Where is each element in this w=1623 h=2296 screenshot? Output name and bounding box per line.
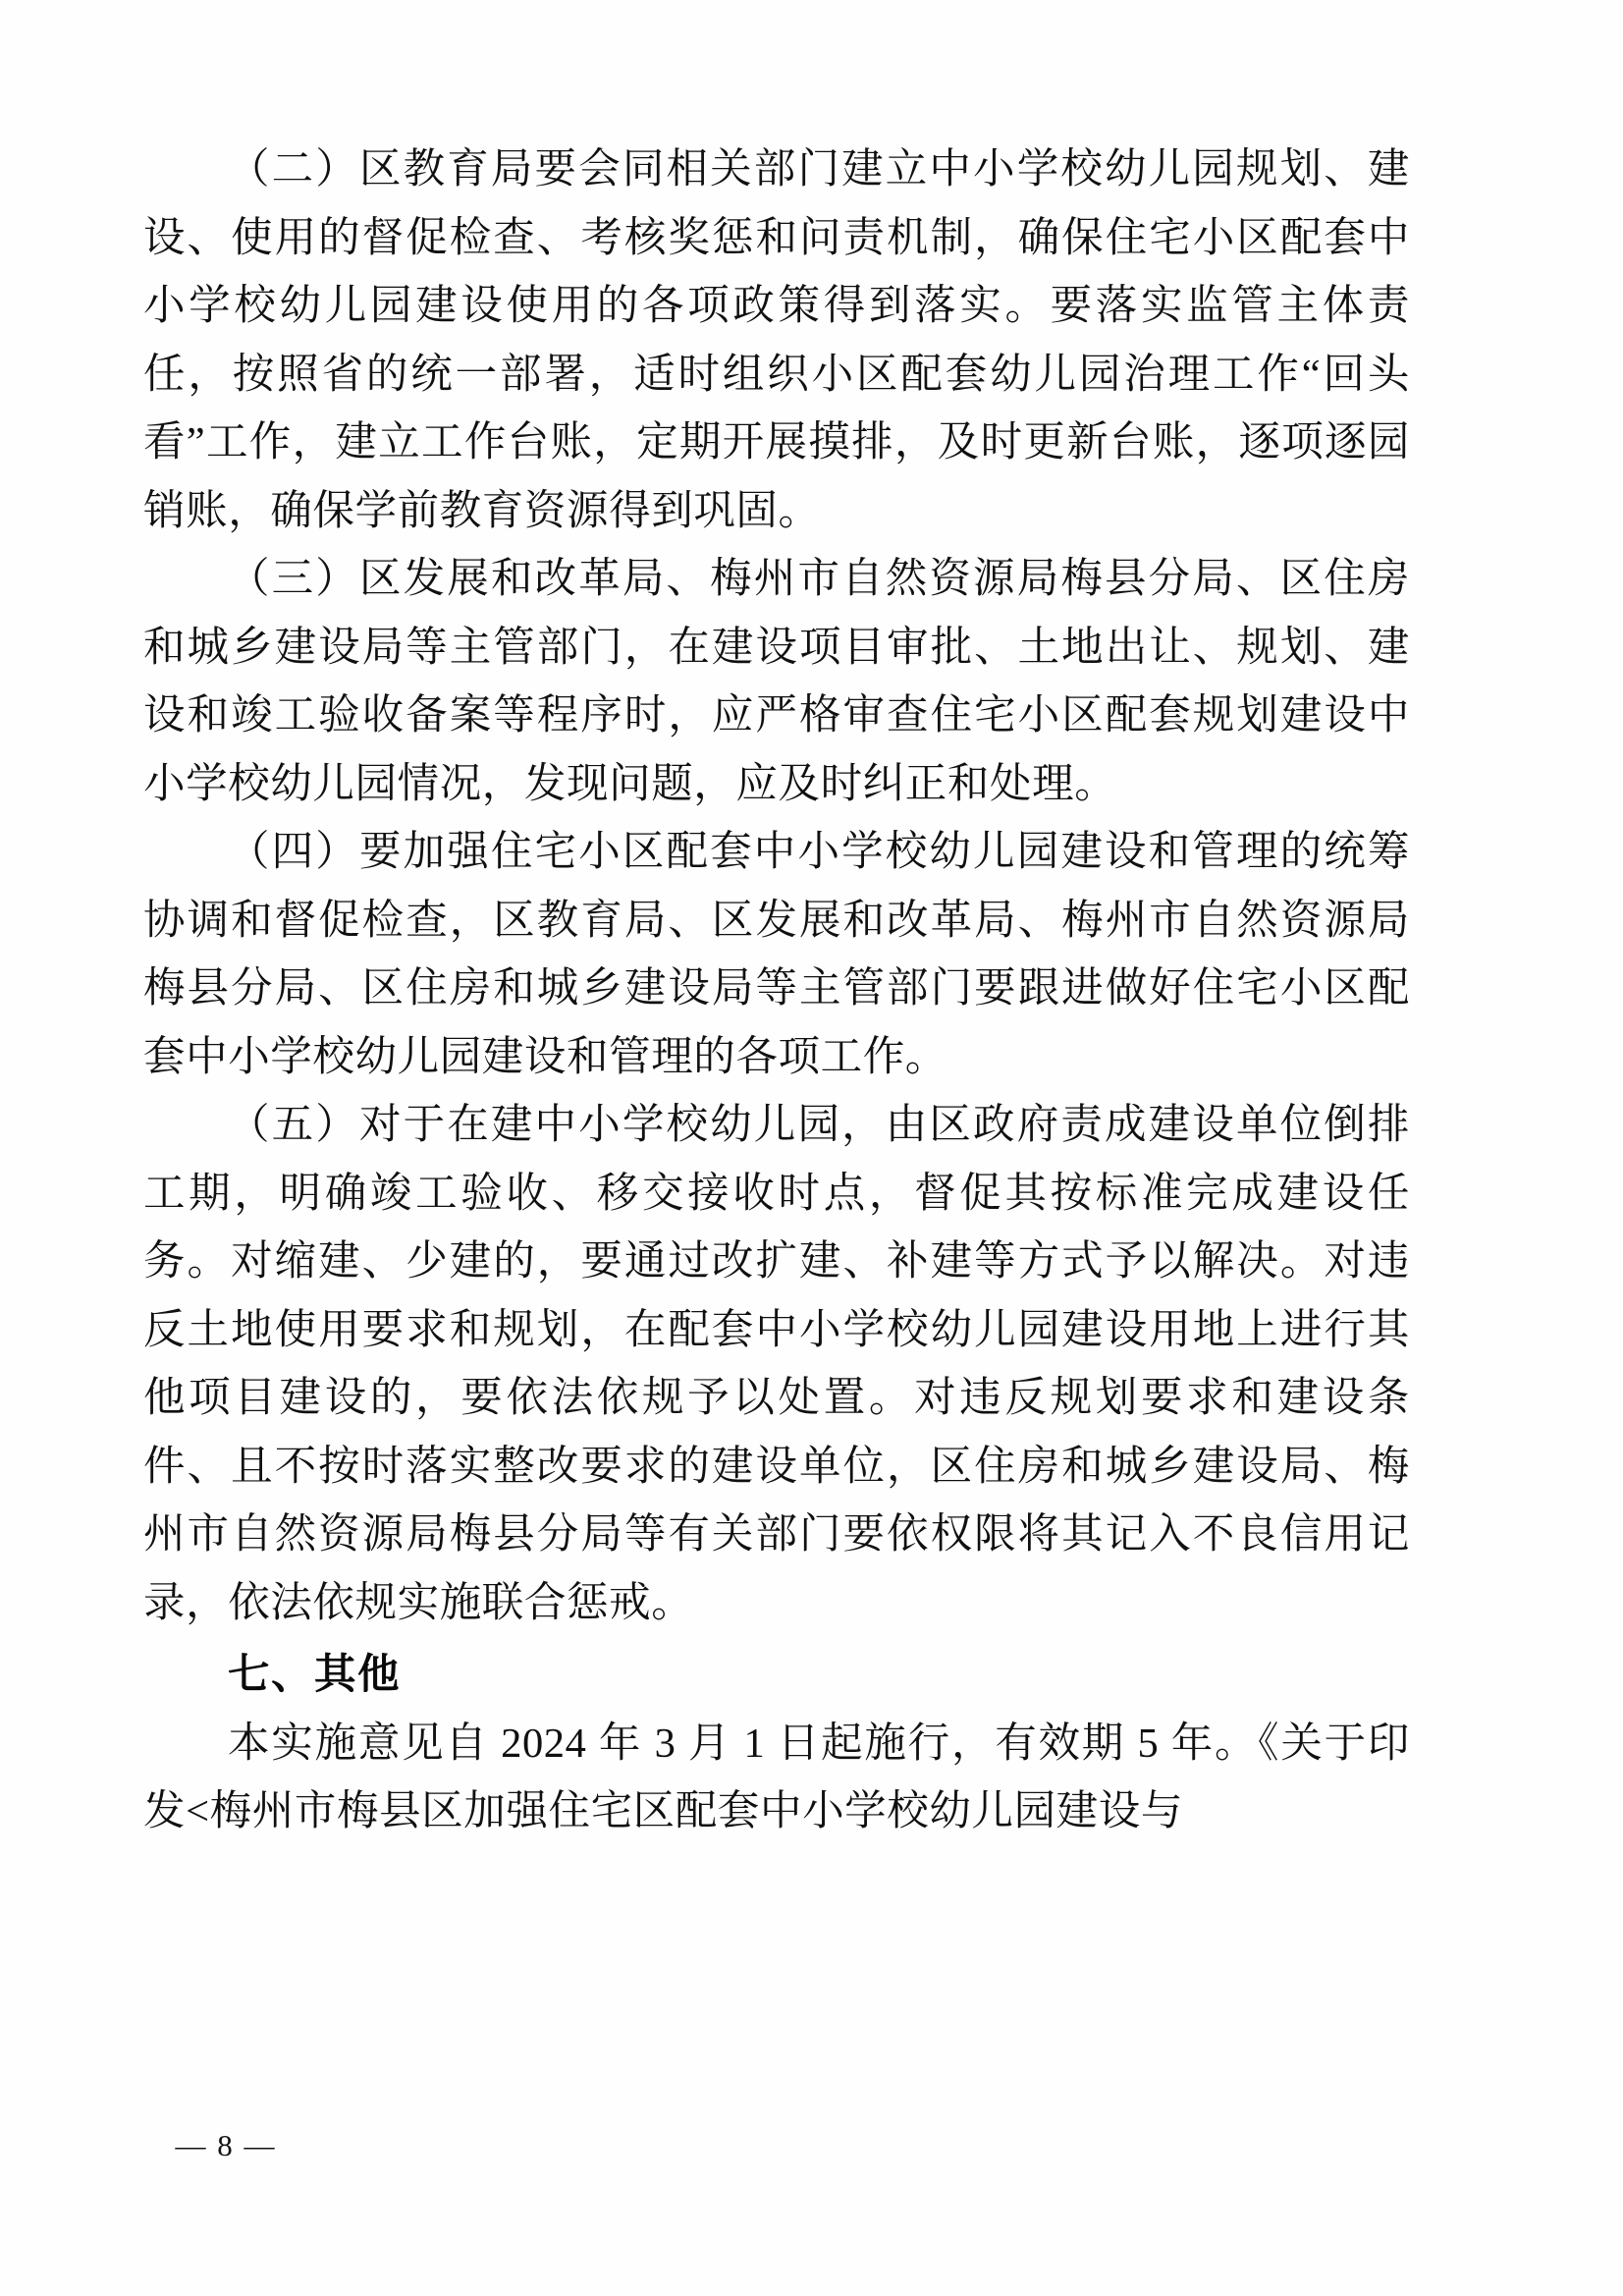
paragraph-item-4: （四）要加强住宅小区配套中小学校幼儿园建设和管理的统筹协调和督促检查，区教育局、区发展和改革局、梅州市自然资源局梅县分局、区住房和城乡建设局等主管部门要跟进做好住宅小区配套中小学校幼儿园建设和管理的各项工作。 [143,829,1410,1080]
paragraph-item-2: （二）区教育局要会同相关部门建立中小学校幼儿园规划、建设、使用的督促检查、考核奖惩和问责机制，确保住宅小区配套中小学校幼儿园建设使用的各项政策得到落实。要落实监管主体责任，按照省的统一部署，适时组织小区配套幼儿园治理工作“回头看”工作，建立工作台账，定期开展摸排，及时更新台账，逐项逐园销账，确保学前教育资源得到巩固。 [143,146,1410,534]
paragraph-item-5: （五）对于在建中小学校幼儿园，由区政府责成建设单位倒排工期，明确竣工验收、移交接收时点，督促其按标准完成建设任务。对缩建、少建的，要通过改扩建、补建等方式予以解决。对违反土地使用要求和规划，在配套中小学校幼儿园建设用地上进行其他项目建设的，要依法依规予以处置。对违反规划要求和建设条件、且不按时落实整改要求的建设单位，区住房和城乡建设局、梅州市自然资源局梅县分局等有关部门要依权限将其记入不良信用记录，依法依规实施联合惩戒。 [143,1102,1410,1626]
page-number: — 8 — [175,2128,277,2162]
document-body [143,136,1410,1846]
section-heading-seven-other: 七、其他 [228,1651,402,1699]
paragraph-item-3: （三）区发展和改革局、梅州市自然资源局梅县分局、区住房和城乡建设局等主管部门，在建设项目审批、土地出让、规划、建设和竣工验收备案等程序时，应严格审查住宅小区配套规划建设中小学校幼儿园情况，发现问题，应及时纠正和处理。 [143,556,1410,807]
paragraph-effective-date: 本实施意见自 2024 年 3 月 1 日起施行，有效期 5 年。《关于印发<梅州市梅县区加强住宅区配套中小学校幼儿园建设与 [143,1720,1410,1834]
